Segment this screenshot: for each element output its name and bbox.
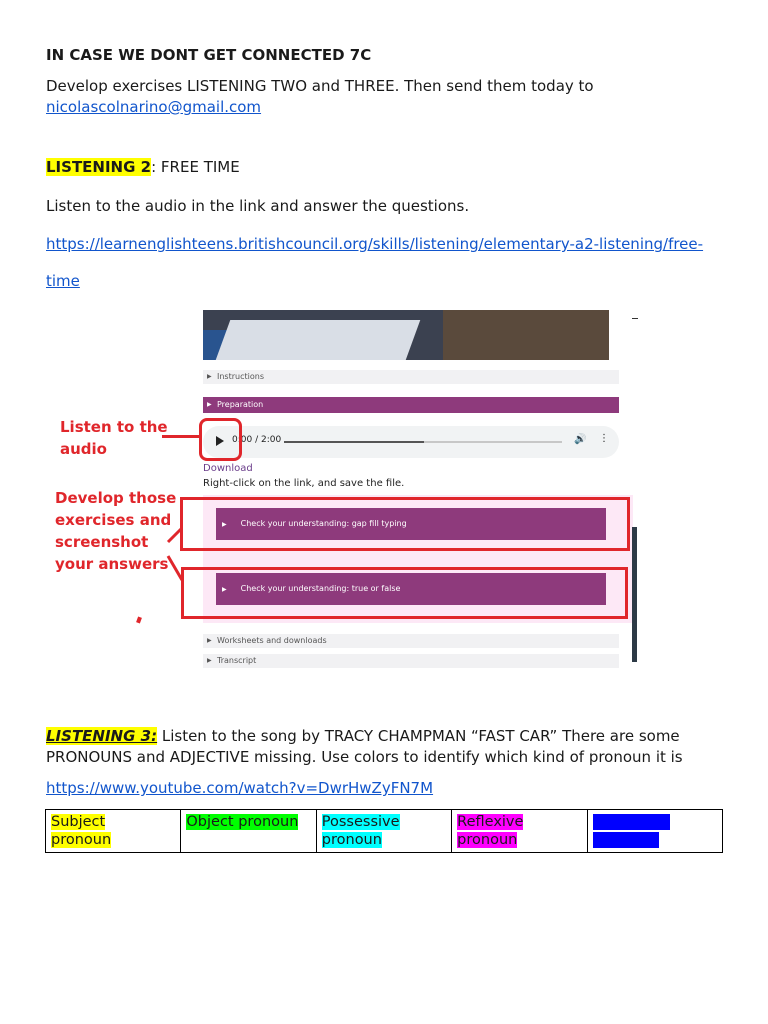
object-pronoun-cell: Object pronoun [181,810,316,853]
more-options-icon[interactable]: ⋮ [599,433,609,444]
document-title: IN CASE WE DONT GET CONNECTED 7C [46,46,372,64]
listening-2-title: : FREE TIME [151,158,240,176]
download-link[interactable]: Download [203,463,253,474]
subject-pronoun-cell: Subject pronoun [46,810,181,853]
play-highlight-box [199,418,242,461]
exercise-highlight-box-2 [181,567,628,619]
email-link[interactable]: nicolascolnarino@gmail.com [46,98,262,116]
accordion-instructions[interactable]: ▶ Instructions [203,370,619,384]
annotation-develop: Develop those exercises and screenshot your answers [55,489,177,573]
listening-3-line-2: PRONOUNS and ADJECTIVE missing. Use colors to identify which kind of pronoun it is [46,748,683,766]
exercise-true-false-button[interactable]: ▶ Check your understanding: true or false [216,573,606,605]
lesson-photo [203,310,609,360]
accordion-preparation[interactable]: ▶ Preparation [203,397,619,413]
annotation-listen: Listen to the audio [60,418,168,458]
listening-2-heading [46,157,240,178]
volume-icon[interactable]: 🔊 [574,434,587,445]
british-council-link[interactable]: https://learnenglishteens.britishcouncil.org/skills/listening/elementary-a2-listening/free- [46,235,704,253]
page-edge-strip [632,527,637,662]
expand-icon: ▶ [222,586,227,593]
accordion-worksheets[interactable]: ▶ Worksheets and downloads [203,634,619,648]
audio-time: 0:00 / 2:00 [232,435,282,445]
listening-2-label: LISTENING 2 [46,158,152,176]
reflexive-pronoun-cell: Reflexive pronoun [452,810,587,853]
audio-pointer-line [162,435,200,438]
expand-icon: ▶ [222,521,227,528]
exercise-gap-fill-button[interactable]: ▶ Check your understanding: gap fill typing [216,508,606,540]
possessive-adjective-cell: Possessive adjective [587,810,722,853]
pronoun-color-table [45,809,723,853]
instruction-text: Develop exercises LISTENING TWO and THREE. Then send them today to [46,77,594,95]
table-row [46,810,723,853]
listening-3-line-1: LISTENING 3: Listen to the song by TRACY CHAMPMAN “FAST CAR” There are some [46,727,680,745]
possessive-pronoun-cell: Possessive pronoun [316,810,451,853]
stray-dash [632,318,638,319]
audio-progress-fill [284,441,424,443]
listening-3-label: LISTENING 3: [46,727,158,745]
accordion-transcript[interactable]: ▶ Transcript [203,654,619,668]
exercise-highlight-box-1 [180,497,630,551]
listening-2-instruction: Listen to the audio in the link and answer the questions. [46,197,470,215]
right-click-hint: Right-click on the link, and save the file. [203,478,405,489]
british-council-link-continued[interactable]: time [46,272,80,290]
youtube-link[interactable]: https://www.youtube.com/watch?v=DwrHwZyFN7M [46,779,434,797]
